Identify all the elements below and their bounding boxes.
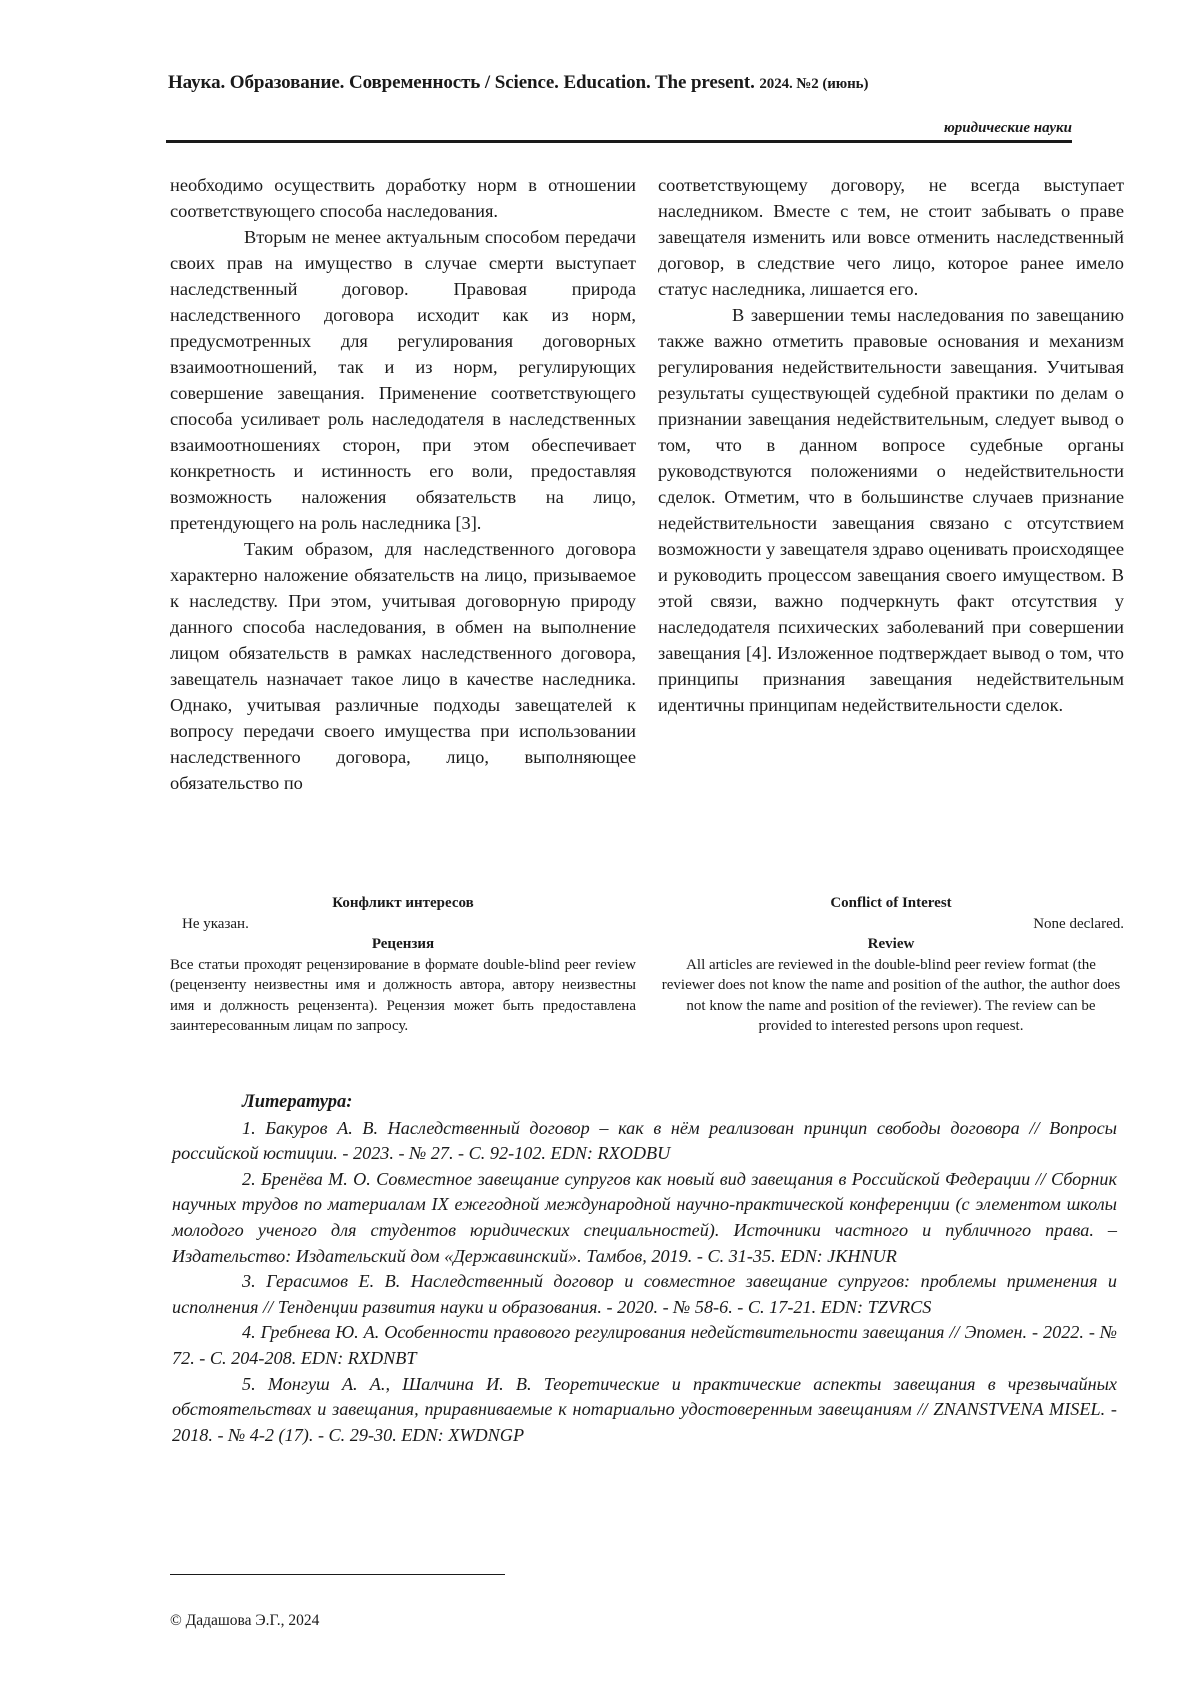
issue-label: 2024. №2 (июнь)	[759, 76, 869, 92]
review-text-ru: Все статьи проходят рецензирование в формате double-blind peer review (рецензенту неизвестны имя и должность автора, автору неизвестны имя и должность рецензента). Рецензия может быть предоставлена заинтересованным лицам по запросу.	[170, 956, 636, 1034]
reference-item: 3. Герасимов Е. В. Наследственный договор и совместное завещание супругов: проблемы применения и исполнения // Тенденции развития науки и образования. - 2020. - № 58-6. - С. 17-21. EDN: TZVRCS	[172, 1271, 1117, 1317]
review-heading-ru: Рецензия	[371, 936, 435, 952]
paragraph: необходимо осуществить доработку норм в отношении соответствующего способа наследования.	[170, 175, 636, 221]
review-heading-en: Review	[867, 936, 915, 952]
review-text-en: All articles are reviewed in the double-blind peer review format (the reviewer does not know the name and position of the author, the author does not know the name and position of the reviewer). The review can be provided to interested persons upon request.	[661, 956, 1121, 1034]
conflict-text-ru: Не указан.	[182, 915, 249, 932]
conflict-text-en: None declared.	[1033, 915, 1124, 932]
reference-item: 1. Бакуров А. В. Наследственный договор – как в нём реализован принцип свободы договора // Вопросы российской юстиции. - 2023. - № 27. - С. 92-102. EDN: RXODBU	[172, 1117, 1117, 1164]
paragraph: соответствующему договору, не всегда выступает наследником. Вместе с тем, не стоит забывать о праве завещателя изменить или вовсе отменить наследственный договор, в следствие чего лицо, которое ранее имело статус наследника, лишается его.	[658, 175, 1124, 299]
journal-title: Наука. Образование. Современность / Science. Education. The present.	[168, 72, 755, 93]
conflict-heading-en: Conflict of Interest	[830, 895, 952, 911]
journal-header	[168, 72, 868, 94]
reference-item: 2. Бренёва М. О. Совместное завещание супругов как новый вид завещания в Российской Федерации // Сборник научных трудов по материалам IX ежегодной международной научно-практической конференции (с элементом школы молодого ученого для студентов юридических специальностей). Источники частного и публичного права. – Издательство: Издательский дом «Державинский». Тамбов, 2019. - С. 31-35. EDN: JKHNUR	[172, 1168, 1117, 1266]
declarations-en	[658, 893, 1124, 1037]
paragraph: В завершении темы наследования по завещанию также важно отметить правовые основания и механизм регулирования недействительности завещания. Учитывая результаты существующей судебной практики по делам о признании завещания недействительным, следует вывод о том, что в данном вопросе судебные органы руководствуются положениями о недействительности сделок. Отметим, что в большинстве случаев признание недействительности завещания связано с отсутствием возможности у завещателя здраво оценивать происходящее и руководить процессом завещания своего имуществом. В этой связи, важно подчеркнуть факт отсутствия у наследодателя психических заболеваний при совершении завещания [4]. Изложенное подтверждает вывод о том, что принципы признания завещания недействительным идентичны принципам недействительности сделок.	[658, 305, 1124, 715]
reference-item: 5. Монгуш А. А., Шалчина И. В. Теоретические и практические аспекты завещания в чрезвычайных обстоятельствах и завещания, приравниваемые к нотариально удостоверенным завещаниям // ZNANSTVENA MISEL. - 2018. - № 4-2 (17). - С. 29-30. EDN: XWDNGP	[172, 1373, 1117, 1445]
section-label: юридические науки	[943, 120, 1072, 136]
paragraph: Вторым не менее актуальным способом передачи своих прав на имущество в случае смерти выступает наследственный договор. Правовая природа наследственного договора исходит как из норм, предусмотренных для регулирования договорных взаимоотношений, так и из норм, регулирующих совершение завещания. Применение соответствующего способа усиливает роль наследодателя в наследственных взаимоотношениях сторон, при этом обеспечивает конкретность и истинность его воли, предоставляя возможность наложения обязательств на лицо, претендующего на роль наследника [3].	[170, 227, 636, 533]
copyright-note: © Дадашова Э.Г., 2024	[170, 1612, 320, 1629]
references-heading: Литература:	[242, 1092, 353, 1112]
references-section	[172, 1090, 1117, 1448]
footnote-divider	[170, 1574, 505, 1575]
header-divider	[166, 140, 1072, 143]
body-column-left	[170, 172, 636, 796]
body-column-right	[658, 172, 1124, 718]
conflict-heading-ru: Конфликт интересов	[332, 895, 474, 911]
reference-item: 4. Гребнева Ю. А. Особенности правового регулирования недействительности завещания // Эпомен. - 2022. - № 72. - С. 204-208. EDN: RXDNBT	[172, 1322, 1117, 1368]
paragraph: Таким образом, для наследственного договора характерно наложение обязательств на лицо, призываемое к наследству. При этом, учитывая договорную природу данного способа наследования, в обмен на выполнение лицом обязательств в рамках наследственного договора, завещатель назначает такое лицо в качестве наследника. Однако, учитывая различные подходы завещателей к вопросу передачи своего имущества при использовании наследственного договора, лицо, выполняющее обязательство по	[170, 539, 636, 793]
declarations-ru	[170, 893, 636, 1037]
